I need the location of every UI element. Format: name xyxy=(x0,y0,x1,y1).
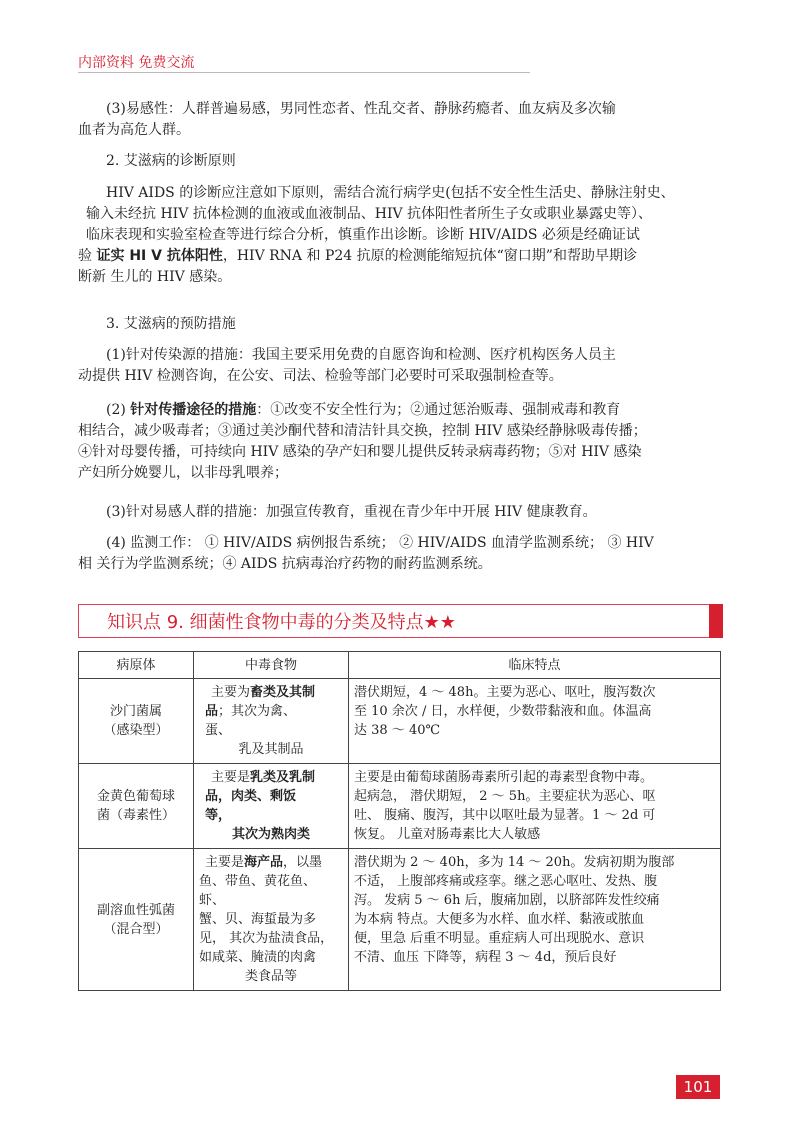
text-line: 血者为高危人群。 xyxy=(78,122,190,138)
cell-line: 其次为熟肉类 xyxy=(231,827,310,842)
section-title: 知识点 9. 细菌性食物中毒的分类及特点★★ xyxy=(107,612,456,633)
cell-line: 蟹、贝、海蜇最为多 xyxy=(199,912,317,927)
cell-line: 便，里急 后重不明显。重症病人可出现脱水、意识 xyxy=(354,931,645,946)
paragraph-route xyxy=(78,400,718,484)
text-line: 断新 生儿的 HIV 感染。 xyxy=(78,269,232,285)
text-line: HIV AIDS 的诊断应注意如下原则，需结合流行病学史(包括不安全性生活史、静脉注射史、 xyxy=(106,185,675,201)
food-poisoning-table xyxy=(78,651,721,991)
text-fragment: 主要是 xyxy=(205,855,245,870)
section-accent xyxy=(709,604,723,638)
header-label: 内部资料 免费交流 xyxy=(78,55,195,71)
paragraph-source xyxy=(78,345,718,387)
pathogen-cell xyxy=(79,679,194,764)
header-rule xyxy=(78,72,530,73)
table-row xyxy=(79,849,721,991)
page-number: 101 xyxy=(676,1075,720,1099)
pathogen-cell xyxy=(79,849,194,991)
emphasis-text: 证实 HI V 抗体阳性 xyxy=(96,248,223,264)
text-line: 临床表现和实验室检查等进行综合分析，慎重作出诊断。诊断 HIV/AIDS 必须是经确证试 xyxy=(86,227,640,243)
cell-line xyxy=(199,702,343,721)
text-line xyxy=(78,246,718,267)
cell-line xyxy=(199,853,343,872)
text-line: (3)易感性：人群普遍易感，男同性恋者、性乱交者、静脉药瘾者、血友病及多次输 xyxy=(106,101,616,117)
cell-line: 起病急， 潜伏期短， 2 ～ 5h。主要症状为恶心、呕 xyxy=(354,789,656,804)
food-cell xyxy=(194,764,349,849)
column-header: 病原体 xyxy=(79,652,194,679)
text-fragment: (2) xyxy=(106,402,131,418)
text-fragment: ，以墨 xyxy=(283,855,323,870)
paragraph-monitoring xyxy=(78,533,718,575)
subheading-prevention xyxy=(78,314,718,335)
text-line: 3. 艾滋病的预防措施 xyxy=(106,316,236,332)
text-fragment: ：①改变不安全性行为；②通过惩治贩毒、强制戒毒和教育 xyxy=(256,402,621,418)
cell-line: 泻。 发病 5 ～ 6h 后，腹痛加剧，以脐部阵发性绞痛 xyxy=(354,893,660,908)
cell-line: 潜伏期短，4 ～ 48h。主要为恶心、呕吐，腹泻数次 xyxy=(354,685,656,700)
emphasis-text: 畜类及其制 xyxy=(250,685,316,700)
clinical-cell xyxy=(349,849,721,991)
cell-line: 金黄色葡萄球 xyxy=(96,789,175,804)
table-row xyxy=(79,764,721,849)
text-fragment: 验 xyxy=(78,248,97,264)
paragraph-susceptibility xyxy=(78,99,718,141)
food-cell xyxy=(194,679,349,764)
text-line: (4) 监测工作： ① HIV/AIDS 病例报告系统； ② HIV/AIDS 血清学监测系统； ③ HIV xyxy=(106,535,654,551)
cell-line: 潜伏期为 2 ～ 40h，多为 14 ～ 20h。发病初期为腹部 xyxy=(354,855,675,870)
cell-line: 蛋、 xyxy=(205,723,232,738)
food-cell xyxy=(194,849,349,991)
cell-line xyxy=(199,768,343,787)
text-line xyxy=(78,400,718,421)
text-line: 产妇所分娩婴儿，以非母乳喂养； xyxy=(78,465,288,481)
text-fragment: 主要为 xyxy=(211,685,251,700)
clinical-cell xyxy=(349,764,721,849)
section-bar xyxy=(78,604,723,638)
paragraph-diagnosis xyxy=(78,183,718,288)
clinical-cell xyxy=(349,679,721,764)
text-line: 动提供 HIV 检测咨询，在公安、司法、检验等部门必要时可采取强制检查等。 xyxy=(78,368,563,384)
cell-line: 吐、 腹痛、腹泻，其中以呕吐最为显著。1 ～ 2d 可 xyxy=(354,808,656,823)
subheading-diagnosis xyxy=(78,151,718,172)
emphasis-text: 海产品 xyxy=(244,855,284,870)
cell-line: 品，肉类、剩饭 xyxy=(205,789,297,804)
text-fragment: ；其次为禽、 xyxy=(218,704,297,719)
cell-line: 见， 其次为盐渍食品， xyxy=(199,931,334,946)
cell-line: 主要是由葡萄球菌肠毒素所引起的毒素型食物中毒。 xyxy=(354,770,654,785)
emphasis-text: 品 xyxy=(205,704,219,719)
cell-line: 如咸菜、腌渍的肉禽 xyxy=(199,950,317,965)
cell-line: 恢复。 儿童对肠毒素比大人敏感 xyxy=(354,827,541,842)
cell-line: 等， xyxy=(205,808,232,823)
cell-line: 达 38 ～ 40℃ xyxy=(354,723,441,738)
cell-line xyxy=(199,683,343,702)
text-fragment: ，HIV RNA 和 P24 抗原的检测能缩短抗体“窗口期”和帮助早期诊 xyxy=(222,248,637,264)
table-row xyxy=(79,679,721,764)
cell-line: （感染型） xyxy=(103,723,169,738)
column-header: 临床特点 xyxy=(349,652,721,679)
cell-line: 鱼、带鱼、黄花鱼、 xyxy=(199,874,317,889)
text-fragment: 主要是 xyxy=(211,770,251,785)
text-line: 相结合，减少吸毒者；③通过美沙酮代替和清洁针具交换，控制 HIV 感染经静脉吸毒传播； xyxy=(78,423,647,439)
cell-line: 不清、血压 下降等，病程 3 ～ 4d，预后良好 xyxy=(354,950,617,965)
table-header-row xyxy=(79,652,721,679)
cell-line: 类食品等 xyxy=(244,969,297,984)
paragraph-susceptible xyxy=(78,502,718,523)
text-line: 输入未经抗 HIV 抗体检测的血液或血液制品、HIV 抗体阳性者所生子女或职业暴露史等）、 xyxy=(86,206,653,222)
text-line: (1)针对传染源的措施：我国主要采用免费的自愿咨询和检测、医疗机构医务人员主 xyxy=(106,347,616,363)
cell-line: 菌（毒素性） xyxy=(96,808,175,823)
pathogen-cell xyxy=(79,764,194,849)
cell-line: 为本病 特点。大便多为水样、血水样、黏液或脓血 xyxy=(354,912,645,927)
column-header: 中毒食物 xyxy=(194,652,349,679)
cell-line: （混合型） xyxy=(103,921,169,937)
emphasis-text: 针对传播途径的措施 xyxy=(130,402,257,418)
text-line: 2. 艾滋病的诊断原则 xyxy=(106,153,236,169)
cell-line: 不适， 上腹部疼痛或痉挛。继之恶心呕吐、发热、腹 xyxy=(354,874,658,889)
emphasis-text: 乳类及乳制 xyxy=(250,770,316,785)
cell-line: 至 10 余次 / 日，水样便，少数带黏液和血。体温高 xyxy=(354,704,652,719)
cell-line: 虾、 xyxy=(199,893,226,908)
text-line: (3)针对易感人群的措施：加强宣传教育，重视在青少年中开展 HIV 健康教育。 xyxy=(106,504,597,520)
cell-line: 沙门菌属 xyxy=(109,704,162,719)
cell-line: 乳及其制品 xyxy=(238,742,304,757)
cell-line: 副溶血性弧菌 xyxy=(96,902,175,918)
text-line: ④针对母婴传播，可持续向 HIV 感染的孕产妇和婴儿提供反转录病毒药物；⑤对 HIV 感染 xyxy=(78,444,642,460)
text-line: 相 关行为学监测系统；④ AIDS 抗病毒治疗药物的耐药监测系统。 xyxy=(78,556,492,572)
